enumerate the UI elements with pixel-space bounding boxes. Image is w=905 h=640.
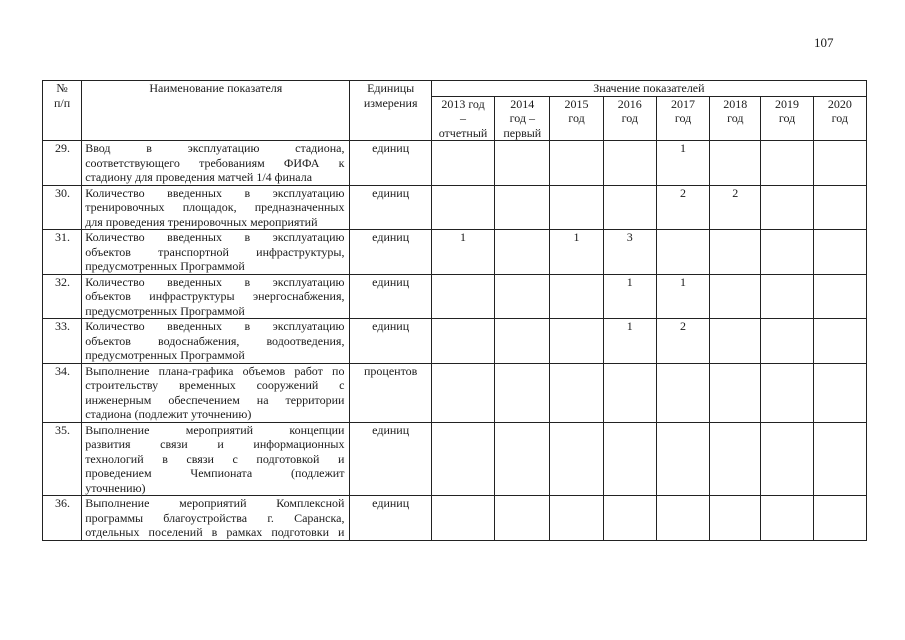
indicator-name-line: объектов инфраструктуры энергоснабжения, [85,289,345,303]
indicator-name-line: стадиону для проведения матчей 1/4 финала [85,170,313,184]
value-cell [495,274,550,319]
value-cell [761,185,813,230]
indicator-name-line: объектов водоснабжения, водоотведения, [85,333,345,348]
table-row [43,274,867,319]
value-cell [710,363,761,422]
value-cell: 1 [550,230,603,275]
value-cell [550,319,603,364]
value-cell [813,274,866,319]
value-cell [603,185,656,230]
indicator-name-line: Количество введенных в эксплуатацию [85,185,345,200]
unit-of-measure: единиц [350,185,431,230]
header-year-line [817,126,863,141]
indicator-name [82,230,350,275]
indicator-name-line: тренировочных площадок, предназначенных [85,200,345,214]
header-number-label: № [56,81,68,95]
header-year-line: 2016 [617,96,642,111]
header-year-line [713,126,757,141]
header-year-line: год [674,111,692,125]
indicator-name-line: инженерным обеспечением на территории [85,392,345,407]
indicator-name-line: технологий в связи с подготовкой и [85,451,345,466]
header-year-6 [761,96,813,141]
header-year-line [660,126,706,141]
header-unit [350,81,431,141]
header-year-line: 2013 год [441,96,485,111]
value-cell [603,141,656,186]
table-row [43,363,867,422]
header-year-line: первый [503,125,542,140]
table-row [43,185,867,230]
value-cell [710,319,761,364]
header-year-line: год [727,111,744,125]
value-cell [603,422,656,496]
indicator-name-line: Ввод в эксплуатацию стадиона, [85,141,345,155]
header-year-line: год – [509,111,535,125]
indicator-name [82,422,350,496]
indicator-name [82,274,350,319]
value-cell [550,141,603,186]
table-row [43,422,867,496]
value-cell [550,185,603,230]
header-number-sub: п/п [54,95,71,110]
value-cell [431,363,494,422]
row-number: 35. [43,422,82,496]
indicator-name-line: стадиона (подлежит уточнению) [85,407,252,421]
value-cell [710,274,761,319]
header-year-line: 2020 [827,96,852,111]
value-cell [710,141,761,186]
value-cell [813,422,866,496]
value-cell [813,230,866,275]
indicator-name-line: Количество введенных в эксплуатацию [85,274,345,289]
header-year-line [764,126,809,141]
header-unit-line1: Единицы [367,81,415,95]
indicator-name-line: предусмотренных Программой [85,348,245,362]
value-cell [495,363,550,422]
value-cell [813,185,866,230]
table-row [43,230,867,275]
value-cell [431,274,494,319]
value-cell [495,422,550,496]
unit-of-measure: процентов [350,363,431,422]
value-cell [761,141,813,186]
table-row [43,496,867,541]
header-year-0 [431,96,494,141]
header-year-4 [656,96,709,141]
indicator-name-line: для проведения тренировочных мероприятий [85,214,318,229]
unit-of-measure: единиц [350,230,431,275]
value-cell [495,319,550,364]
value-cell [603,363,656,422]
value-cell [761,274,813,319]
value-cell [656,422,709,496]
value-cell [761,496,813,541]
unit-of-measure: единиц [350,274,431,319]
value-cell [656,230,709,275]
header-year-2 [550,96,603,141]
indicator-name-line: Количество введенных в эксплуатацию [85,230,345,244]
indicator-name-line: Количество введенных в эксплуатацию [85,319,345,333]
header-year-3 [603,96,656,141]
row-number: 34. [43,363,82,422]
value-cell [813,319,866,364]
value-cell [761,230,813,275]
header-year-line: год [568,111,585,125]
indicator-name-line: предусмотренных Программой [85,259,245,273]
indicator-name-line: строительству временных сооружений с [85,378,345,392]
value-cell [431,319,494,364]
header-values: Значение показателей [431,81,866,97]
header-year-line: 2015 [564,96,589,111]
value-cell [656,496,709,541]
unit-of-measure: единиц [350,422,431,496]
value-cell [431,185,494,230]
indicator-name-line: объектов транспортной инфраструктуры, [85,244,345,259]
indicator-name-line: Выполнение мероприятий концепции [85,422,345,437]
indicator-name-line: Выполнение мероприятий Комплексной [85,496,345,510]
indicator-name-line: отдельных поселений в рамках подготовки и [85,525,345,539]
header-year-line: 2014 [510,96,535,111]
value-cell: 1 [431,230,494,275]
header-unit-line2: измерения [363,95,418,110]
unit-of-measure: единиц [350,496,431,541]
header-number [43,81,82,141]
page-number: 107 [814,35,834,50]
header-year-line: год [778,111,796,125]
value-cell: 1 [603,319,656,364]
indicator-name [82,363,350,422]
value-cell [495,141,550,186]
row-number: 29. [43,141,82,186]
row-number: 30. [43,185,82,230]
header-year-line: отчетный [438,125,488,140]
indicator-name-line: Выполнение плана-графика объемов работ по [85,363,345,378]
row-number: 33. [43,319,82,364]
indicator-name-line: развития связи и информационных [85,437,345,451]
header-year-line: – [460,111,466,125]
indicator-name-line: предусмотренных Программой [85,303,245,318]
value-cell [550,274,603,319]
value-cell [761,319,813,364]
value-cell: 2 [656,185,709,230]
table-row [43,319,867,364]
value-cell [495,230,550,275]
header-year-1 [495,96,550,141]
indicator-name-line: проведением Чемпионата (подлежит [85,466,345,480]
value-cell [710,422,761,496]
table-row [43,141,867,186]
indicators-table [42,80,867,541]
indicator-name-line: уточнению) [85,480,146,495]
unit-of-measure: единиц [350,319,431,364]
value-cell [603,496,656,541]
value-cell [710,230,761,275]
value-cell [431,141,494,186]
header-year-line: год [831,111,849,125]
value-cell [495,185,550,230]
indicator-name-line: соответствующего требованиям ФИФА к [85,155,345,170]
header-year-line [607,126,653,141]
value-cell: 1 [656,274,709,319]
value-cell [813,496,866,541]
value-cell [550,422,603,496]
indicator-name [82,496,350,541]
value-cell: 2 [710,185,761,230]
header-year-line: 2019 [775,96,800,111]
value-cell [761,422,813,496]
value-cell [495,496,550,541]
value-cell: 1 [656,141,709,186]
value-cell [550,496,603,541]
unit-of-measure: единиц [350,141,431,186]
value-cell [710,496,761,541]
header-year-5 [710,96,761,141]
value-cell [761,363,813,422]
indicator-name-line: программы благоустройства г. Саранска, [85,510,345,525]
row-number: 31. [43,230,82,275]
header-year-line: 2017 [671,96,696,111]
header-year-line: год [621,111,638,125]
header-year-line [553,126,599,141]
value-cell: 2 [656,319,709,364]
header-year-7 [813,96,866,141]
value-cell [550,363,603,422]
value-cell [813,141,866,186]
header-indicator-name: Наименование показателя [82,81,350,141]
value-cell [431,496,494,541]
indicator-name [82,141,350,186]
value-cell: 1 [603,274,656,319]
row-number: 32. [43,274,82,319]
indicator-name [82,185,350,230]
value-cell [656,363,709,422]
value-cell: 3 [603,230,656,275]
indicator-name [82,319,350,364]
value-cell [431,422,494,496]
row-number: 36. [43,496,82,541]
header-year-line: 2018 [723,96,748,111]
value-cell [813,363,866,422]
